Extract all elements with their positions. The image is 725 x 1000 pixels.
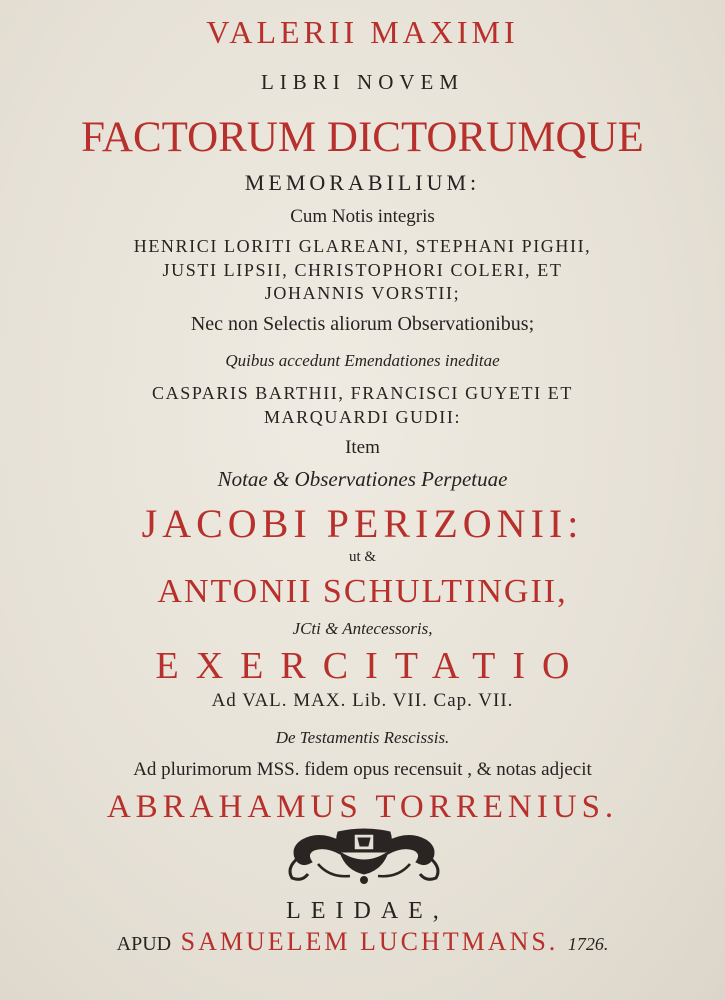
imprint-apud: APUD: [116, 933, 172, 955]
exercitatio-line: EXERCITATIO: [155, 645, 587, 687]
commentators-line-3: JOHANNIS VORSTII;: [264, 283, 461, 303]
commentators-line-1: HENRICI LORITI GLAREANI, STEPHANI PIGHII,: [133, 236, 592, 256]
jc-line: JCti & Antecessoris,: [292, 619, 433, 638]
acanthus-vignette-icon: [282, 824, 446, 886]
de-testamentis-line: De Testamentis Rescissis.: [275, 728, 450, 747]
work-title: FACTORUM DICTORUMQUE: [81, 114, 644, 161]
author-line: VALERII MAXIMI: [206, 14, 519, 50]
commentators-line-2: JUSTI LIPSII, CHRISTOPHORI COLERI, ET: [162, 260, 563, 280]
schultingius-line: ANTONII SCHULTINGII,: [157, 573, 568, 610]
cum-notis-line: Cum Notis integris: [290, 206, 435, 227]
emendators-line-2: MARQUARDI GUDII:: [263, 407, 462, 427]
quibus-line: Quibus accedunt Emendationes ineditae: [225, 351, 500, 370]
imprint-year: 1726.: [567, 934, 609, 954]
ut-line: ut &: [348, 549, 377, 565]
item-line: Item: [345, 437, 380, 458]
ad-plurimorum-line: Ad plurimorum MSS. fidem opus recensuit , & notas adjecit: [133, 759, 592, 780]
memorabilium-line: MEMORABILIUM:: [244, 170, 481, 195]
notae-line: Notae & Observationes Perpetuae: [217, 467, 508, 491]
imprint-city: LEIDAE,: [286, 898, 449, 924]
imprint-printer: SAMUELEM LUCHTMANS.: [180, 927, 559, 956]
selectis-line: Nec non Selectis aliorum Observationibus;: [190, 313, 535, 335]
work-line: LIBRI NOVEM: [260, 70, 465, 94]
emendators-line-1: CASPARIS BARTHII, FRANCISCI GUYETI ET: [152, 383, 573, 403]
editor-line: ABRAHAMUS TORRENIUS.: [106, 789, 619, 825]
imprint-line: [0, 929, 725, 955]
perizonius-line: JACOBI PERIZONII:: [141, 501, 584, 546]
ad-val-line: Ad VAL. MAX. Lib. VII. Cap. VII.: [211, 690, 514, 711]
